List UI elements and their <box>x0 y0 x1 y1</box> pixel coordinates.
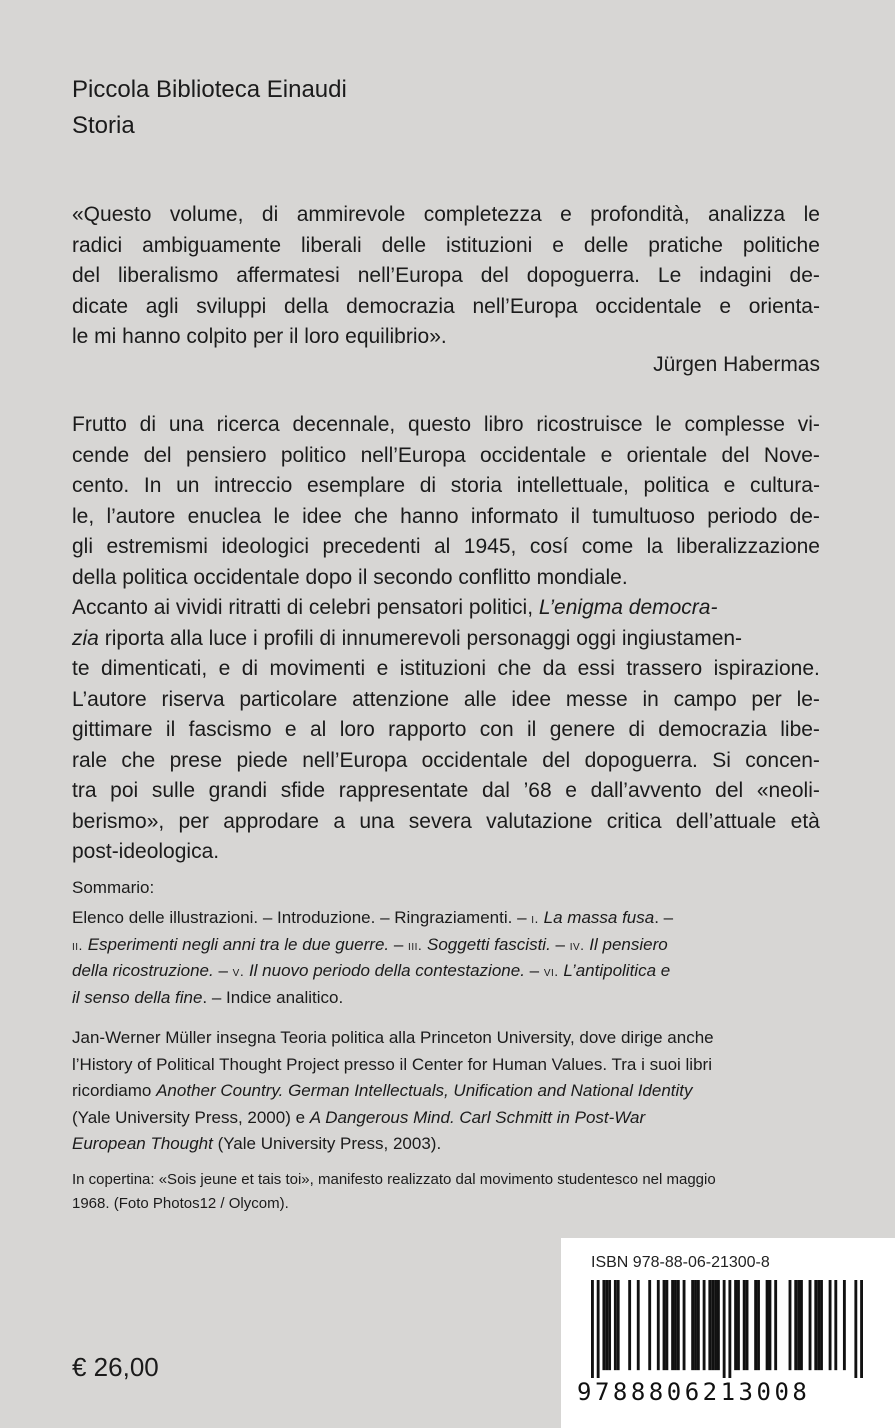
word: al <box>433 535 451 558</box>
barcode-bar <box>809 1280 812 1370</box>
word: da <box>542 657 567 680</box>
word: e <box>284 718 297 741</box>
word: esemplare <box>306 474 406 497</box>
word: valutazione <box>486 809 593 833</box>
word: vi- <box>797 413 820 436</box>
word: informato <box>470 504 559 528</box>
contents-text: – <box>213 961 233 980</box>
description-line <box>72 471 820 502</box>
word: politico <box>280 443 347 467</box>
barcode-bar <box>769 1280 772 1370</box>
word: che <box>121 748 156 772</box>
word: del <box>72 264 101 287</box>
review-quote <box>72 200 820 353</box>
bio-text: (Yale University Press, 2000) e <box>72 1107 310 1127</box>
barcode-bar <box>671 1280 674 1370</box>
word: un <box>176 474 200 497</box>
word: ispirazione. <box>713 657 820 680</box>
word: una <box>359 809 395 833</box>
word: di <box>261 203 279 226</box>
word: critica <box>606 809 662 833</box>
barcode-bar <box>608 1280 611 1370</box>
quote-attribution: Jürgen Habermas <box>653 353 820 376</box>
word: ricostruisce <box>536 413 643 436</box>
barcode-bar <box>834 1280 837 1370</box>
word: complesse <box>684 413 785 436</box>
chapter-number: v. <box>232 963 245 979</box>
word: del <box>143 443 172 467</box>
barcode-bar <box>617 1280 620 1370</box>
word: della <box>284 294 329 318</box>
bio-line: Jan-Werner Müller insegna Teoria politica alla Princeton University, dove dirige anche <box>72 1028 714 1047</box>
word: volume, <box>169 203 244 226</box>
word: idee <box>302 504 342 528</box>
word: il <box>527 718 537 741</box>
chapter-number: ii. <box>72 936 83 953</box>
contents-text: – <box>524 961 544 980</box>
description-text: riporta alla luce i profili di innumerevoli personaggi oggi ingiustamen- <box>104 626 743 650</box>
word: che <box>497 657 532 680</box>
barcode-bar <box>708 1280 711 1370</box>
credit-line: 1968. (Foto Photos12 / Olycom). <box>72 1195 289 1212</box>
quote-line <box>72 292 820 323</box>
barcode-label <box>561 1238 895 1428</box>
barcode-bar <box>591 1280 594 1378</box>
word: severa <box>408 809 472 833</box>
barcode-bar <box>843 1280 846 1370</box>
word: profondità, <box>590 203 690 226</box>
chapter-number: i. <box>531 910 539 926</box>
word: grandi <box>208 779 268 802</box>
word: particolare <box>239 687 338 711</box>
word: piede <box>236 748 288 772</box>
word: liberalismo <box>117 264 219 287</box>
word: e <box>376 657 389 680</box>
word: e <box>565 779 577 802</box>
book-reference: A Dangerous Mind. Carl Schmitt in Post-War <box>309 1107 646 1127</box>
word: di <box>628 718 645 741</box>
contents-text: . – <box>654 908 674 927</box>
word: che <box>354 504 388 528</box>
word: a <box>333 809 346 833</box>
chapter-title: Il pensiero <box>589 934 668 954</box>
barcode-bar <box>789 1280 792 1370</box>
barcode-bar <box>829 1280 832 1370</box>
word: per <box>751 687 782 711</box>
word: questo <box>408 413 472 436</box>
word: nell’Europa <box>302 748 408 772</box>
barcode-bar <box>648 1280 651 1370</box>
word: te <box>72 657 90 680</box>
barcode-bar <box>723 1280 726 1378</box>
word: gittimare <box>72 718 153 741</box>
word: cento. <box>72 474 130 497</box>
word: politica <box>643 474 709 497</box>
word: «neoli- <box>756 779 820 802</box>
barcode-bar <box>860 1280 863 1378</box>
word: completezza <box>423 203 542 226</box>
description-line <box>72 685 820 716</box>
word: dopoguerra. <box>584 748 698 772</box>
word: di <box>241 657 259 680</box>
word: istituzioni <box>399 657 487 680</box>
word: rapporto <box>388 718 467 741</box>
word: ’68 <box>523 779 552 802</box>
word: hanno <box>400 504 459 528</box>
word: genere <box>549 718 616 741</box>
word: nell’Europa <box>357 264 463 287</box>
word: 1945, <box>463 535 517 558</box>
description-text: Accanto ai vividi ritratti di celebri pensatori politici, <box>72 596 534 619</box>
contents-line <box>72 932 820 959</box>
description-line <box>72 532 820 563</box>
word: e <box>560 203 572 226</box>
word: de- <box>789 504 820 528</box>
barcode-bar <box>754 1280 757 1370</box>
word: tra <box>72 779 97 802</box>
barcode-bar <box>628 1280 631 1370</box>
word: nell’Europa <box>472 294 578 318</box>
word: delle <box>583 233 629 257</box>
bio-line <box>72 1078 820 1105</box>
barcode-bar <box>714 1280 717 1370</box>
word: ammirevole <box>296 203 406 226</box>
contents-text: – <box>389 934 409 954</box>
barcode-bar <box>677 1280 680 1370</box>
quote-line <box>72 261 820 292</box>
chapter-number: iv. <box>569 936 585 953</box>
barcode-bar <box>683 1280 686 1370</box>
word: e <box>719 294 731 318</box>
word: ideologici <box>221 535 309 558</box>
barcode-bar <box>743 1280 746 1370</box>
barcode-bar <box>597 1280 600 1378</box>
word: berismo», <box>72 809 165 833</box>
barcode-bar <box>663 1280 666 1370</box>
word: del <box>721 443 750 467</box>
word: messe <box>565 687 628 711</box>
word: Si <box>712 748 731 772</box>
word: rappresentate <box>338 779 469 802</box>
chapter-number: vi. <box>543 963 559 979</box>
book-reference: European Thought <box>72 1134 213 1153</box>
word: con <box>479 718 514 741</box>
word: attenzione <box>352 687 450 711</box>
table-of-contents <box>72 905 820 1011</box>
word: decennale, <box>292 413 396 436</box>
description-line <box>72 807 820 838</box>
chapter-title: Esperimenti negli anni tra le due guerre. <box>87 934 390 954</box>
ean-digits: 9788806213008 <box>577 1378 811 1406</box>
bio-text: (Yale University Press, 2003). <box>212 1134 442 1153</box>
barcode-bar <box>766 1280 769 1370</box>
barcode-bar <box>854 1280 857 1378</box>
word: la <box>646 535 663 558</box>
word: e <box>723 474 736 497</box>
word: sulle <box>151 779 196 802</box>
word: il <box>570 504 580 528</box>
chapter-title: Soggetti fascisti. <box>427 934 551 954</box>
barcode-bar <box>794 1280 797 1370</box>
barcode-bar <box>737 1280 740 1370</box>
word: e <box>552 233 564 257</box>
book-title: L’enigma democra- <box>538 596 718 619</box>
word: del <box>715 779 744 802</box>
barcode-bar <box>774 1280 777 1370</box>
series-heading <box>72 72 347 144</box>
word: poi <box>110 779 139 802</box>
contents-text: – <box>550 934 570 954</box>
description-line <box>72 654 820 685</box>
word: occidentale <box>421 748 528 772</box>
contents-label: Sommario: <box>72 878 155 897</box>
chapter-title: La massa fusa <box>543 908 655 927</box>
word: de- <box>789 264 820 287</box>
barcode-bar <box>694 1280 697 1370</box>
word: movimenti <box>269 657 366 680</box>
word: del <box>542 748 571 772</box>
description-line <box>72 715 820 746</box>
word: le <box>655 413 672 436</box>
credit-line: In copertina: «Sois jeune et tais toi», manifesto realizzato dal movimento studentesco nel maggio <box>72 1171 716 1188</box>
word: una <box>168 413 204 436</box>
word: liberali <box>300 233 362 257</box>
word: radici <box>72 233 123 257</box>
word: e <box>600 443 613 467</box>
word: fascismo <box>188 718 272 741</box>
bio-line: l’History of Political Thought Project presso il Center for Human Values. Tra i suoi libri <box>72 1054 712 1074</box>
word: occidentale <box>595 294 702 318</box>
barcode-bar <box>800 1280 803 1370</box>
word: L’autore <box>72 687 147 711</box>
word: età <box>790 809 820 833</box>
description-line: della politica occidentale dopo il secondo conflitto mondiale. <box>72 565 628 589</box>
word: orienta- <box>748 294 820 318</box>
word: cultura- <box>749 474 820 497</box>
word: sviluppi <box>196 294 267 318</box>
word: periodo <box>707 504 778 528</box>
word: democrazia <box>346 294 455 318</box>
contents-line <box>72 958 820 985</box>
chapter-title: il senso della fine <box>72 987 203 1007</box>
contents-line <box>72 905 820 932</box>
word: tumultuoso <box>592 504 695 528</box>
word: democrazia <box>658 718 767 741</box>
chapter-title: Il nuovo periodo della contestazione. <box>248 961 525 980</box>
author-bio <box>72 1025 820 1158</box>
barcode-bar <box>728 1280 731 1378</box>
word: precedenti <box>322 535 421 558</box>
word: riserva <box>161 687 225 711</box>
word: libro <box>483 413 524 436</box>
barcode-bar <box>657 1280 660 1370</box>
description-line <box>72 593 820 624</box>
contents-line <box>72 985 820 1012</box>
word: dell’attuale <box>675 809 777 833</box>
quote-line: le mi hanno colpito per il loro equilibrio». <box>72 325 447 348</box>
word: libe- <box>780 718 820 741</box>
word: nell’Europa <box>360 443 466 467</box>
word: alle <box>463 687 497 711</box>
word: essi <box>577 657 615 680</box>
description-line <box>72 441 820 472</box>
description-line <box>72 502 820 533</box>
cover-credit <box>72 1168 820 1216</box>
word: istituzioni <box>445 233 533 257</box>
word: trassero <box>626 657 703 680</box>
word: di <box>419 474 437 497</box>
barcode-bar <box>637 1280 640 1370</box>
word: e <box>218 657 231 680</box>
word: le, <box>72 504 95 528</box>
quote-line <box>72 231 820 262</box>
word: ricerca <box>216 413 280 436</box>
description-line <box>72 776 820 807</box>
chapter-number: iii. <box>408 936 423 953</box>
barcode-bar <box>734 1280 737 1370</box>
word: affermatesi <box>236 264 340 287</box>
chapter-title: L’antipolitica e <box>563 961 671 980</box>
book-description <box>72 410 820 868</box>
bio-line <box>72 1105 820 1132</box>
word: occidentale <box>479 443 587 467</box>
word: l’autore <box>106 504 176 528</box>
word: concen- <box>745 748 820 772</box>
word: le <box>273 504 290 528</box>
word: gli <box>72 535 94 558</box>
word: dall’avvento <box>590 779 702 802</box>
price: € 26,00 <box>72 1352 159 1382</box>
barcode-bar <box>797 1280 800 1370</box>
barcode-bar <box>691 1280 694 1370</box>
barcode-bar <box>605 1280 608 1370</box>
description-line <box>72 624 820 655</box>
section-name: Storia <box>72 112 135 139</box>
bio-text: ricordiamo <box>72 1081 157 1100</box>
book-reference: Another Country. German Intellectuals, Unification and National Identity <box>156 1081 693 1100</box>
word: pensiero <box>185 443 267 467</box>
word: il <box>165 718 176 741</box>
word: pratiche <box>648 233 723 257</box>
barcode-bar <box>674 1280 677 1370</box>
isbn-number: ISBN 978-88-06-21300-8 <box>591 1254 770 1271</box>
word: «Questo <box>72 203 152 226</box>
barcode-bar <box>697 1280 700 1370</box>
word: intreccio <box>214 474 293 497</box>
word: intellettuale, <box>516 474 629 497</box>
word: dopoguerra. <box>526 264 640 287</box>
word: liberalizzazione <box>676 535 820 558</box>
word: le- <box>796 687 820 711</box>
collection-name: Piccola Biblioteca Einaudi <box>72 76 347 103</box>
chapter-title: della ricostruzione. <box>72 961 214 980</box>
barcode-bar <box>746 1280 749 1370</box>
word: cosí <box>529 535 569 558</box>
barcode-bar <box>703 1280 706 1370</box>
barcode-bar <box>814 1280 817 1370</box>
word: In <box>143 474 162 497</box>
word: agli <box>145 294 179 318</box>
word: idee <box>511 687 552 711</box>
word: dimenticati, <box>100 657 208 680</box>
description-line <box>72 746 820 777</box>
word: come <box>581 535 634 558</box>
word: in <box>642 687 659 711</box>
word: del <box>480 264 509 287</box>
barcode-bar <box>602 1280 605 1370</box>
word: Frutto <box>72 413 127 436</box>
word: indagini <box>699 264 772 287</box>
book-title: zia <box>72 626 99 650</box>
word: cende <box>72 443 130 467</box>
word: analizza <box>708 203 786 226</box>
quote-line <box>72 200 820 231</box>
description-line <box>72 410 820 441</box>
barcode-bar <box>717 1280 720 1370</box>
bio-line <box>72 1131 820 1158</box>
word: al <box>309 718 327 741</box>
word: estremismi <box>106 535 208 558</box>
word: Le <box>657 264 682 287</box>
word: Nove- <box>763 443 820 467</box>
barcode-bar <box>817 1280 820 1370</box>
word: di <box>139 413 157 436</box>
word: politiche <box>742 233 820 257</box>
barcode-icon <box>591 1280 863 1378</box>
contents-text: . – Indice analitico. <box>202 987 344 1007</box>
word: dicate <box>72 294 129 318</box>
contents-text: Elenco delle illustrazioni. – Introduzione. – Ringraziamenti. – <box>72 908 532 927</box>
barcode-bar <box>757 1280 760 1370</box>
word: delle <box>381 233 426 257</box>
word: enuclea <box>187 504 262 528</box>
word: storia <box>450 474 503 497</box>
description-line: post-ideologica. <box>72 840 220 863</box>
word: le <box>803 203 820 226</box>
word: loro <box>339 718 375 741</box>
word: prese <box>169 748 223 772</box>
barcode-bar <box>711 1280 714 1370</box>
word: ambiguamente <box>142 233 282 257</box>
word: campo <box>673 687 737 711</box>
barcode-bar <box>614 1280 617 1370</box>
word: sfide <box>280 779 326 802</box>
barcode-bar <box>820 1280 823 1370</box>
word: rale <box>72 748 108 772</box>
word: dal <box>481 779 510 802</box>
word: approdare <box>223 809 319 833</box>
word: per <box>178 809 209 833</box>
barcode-bar <box>665 1280 668 1370</box>
word: orientale <box>626 443 708 467</box>
